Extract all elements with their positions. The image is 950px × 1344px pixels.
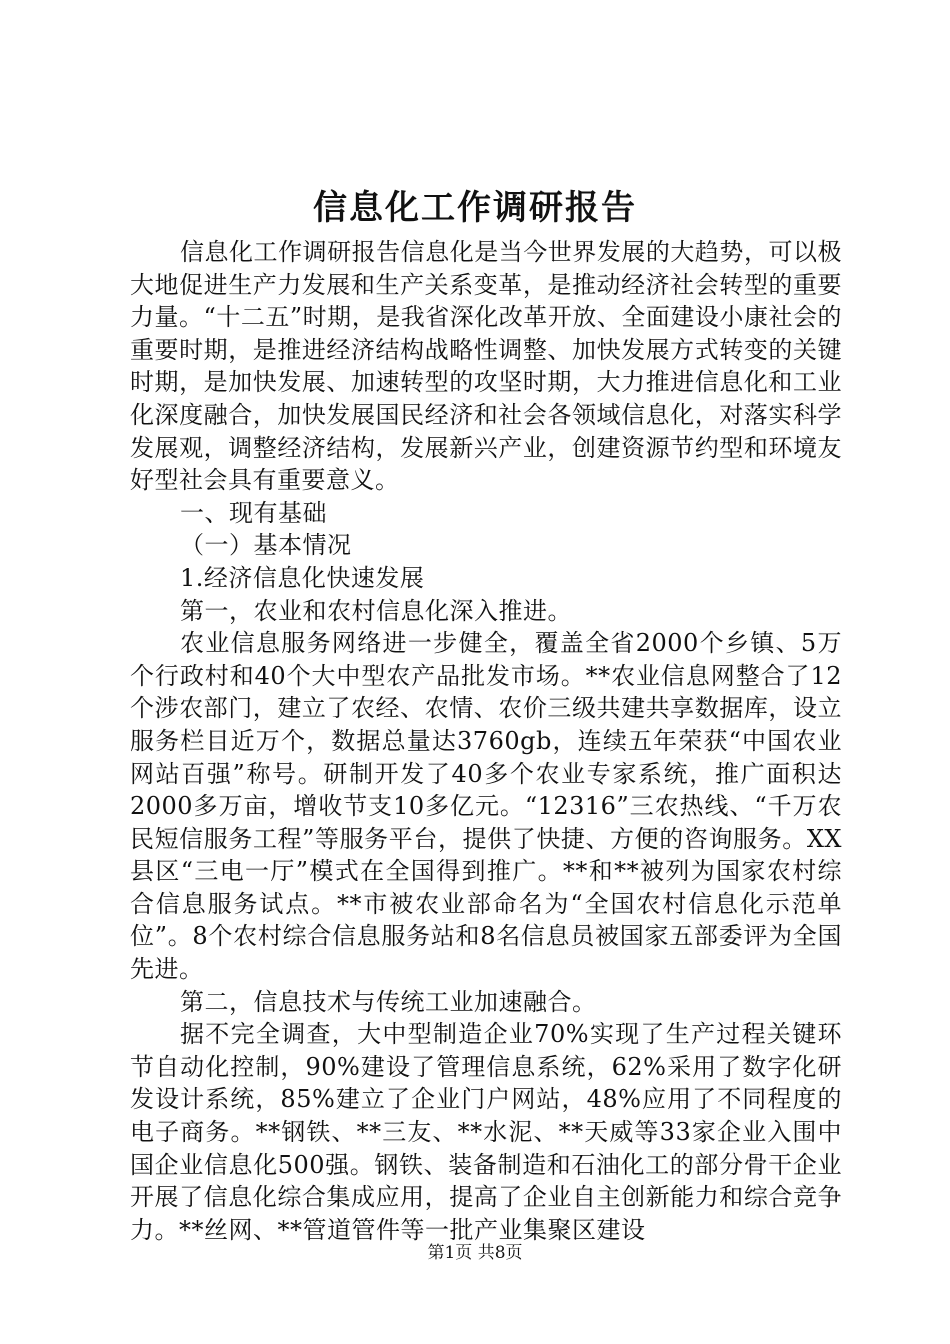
heading-item-1: 1.经济信息化快速发展 <box>180 563 425 592</box>
heading-point-2: 第二，信息技术与传统工业加速融合。 <box>180 987 597 1016</box>
paragraph-industry: 据不完全调查，大中型制造企业70%实现了生产过程关键环节自动化控制，90%建设了管理信息系统，62%采用了数字化研发设计系统，85%建立了企业门户网站，48%应用了不同程度的电子商务。**钢铁、**三友、**水泥、**天威等33家企业入围中国企业信息化500强。钢铁、装备制造和石油化工的部分骨干企业开展了信息化综合集成应用，提高了企业自主创新能力和综合竞争力。**丝网、**管道管件等一批产业集聚区建设 <box>130 1020 842 1244</box>
paragraph-agriculture: 农业信息服务网络进一步健全，覆盖全省2000个乡镇、5万个行政村和40个大中型农产品批发市场。**农业信息网整合了12个涉农部门，建立了农经、农情、农价三级共建共享数据库，设立服务栏目近万个，数据总量达3760gb，连续五年荣获“中国农业网站百强”称号。研制开发了40多个农业专家系统，推广面积达2000多万亩，增收节支10多亿元。“12316”三农热线、“千万农民短信服务工程”等服务平台，提供了快捷、方便的咨询服务。XX县区“三电一厅”模式在全国得到推广。**和**被列为国家农村综合信息服务试点。**市被农业部命名为“全国农村信息化示范单位”。8个农村综合信息服务站和8名信息员被国家五部委评为全国先进。 <box>130 629 842 984</box>
page-number-footer: 第1页 共8页 <box>427 1243 523 1263</box>
heading-section-1: 一、现有基础 <box>180 498 327 527</box>
paragraph-intro: 信息化工作调研报告信息化是当今世界发展的大趋势，可以极大地促进生产力发展和生产关系变革，是推动经济社会转型的重要力量。“十二五”时期，是我省深化改革开放、全面建设小康社会的重要时期，是推进经济结构战略性调整、加快发展方式转变的关键时期，是加快发展、加速转型的攻坚时期，大力推进信息化和工业化深度融合，加快发展国民经济和社会各领域信息化，对落实科学发展观，调整经济结构，发展新兴产业，创建资源节约型和环境友好型社会具有重要意义。 <box>130 238 842 495</box>
document-body <box>130 236 842 1246</box>
document-title: 信息化工作调研报告 <box>313 188 637 228</box>
heading-subsection-1: （一）基本情况 <box>180 531 352 560</box>
heading-point-1: 第一，农业和农村信息化深入推进。 <box>180 596 572 625</box>
